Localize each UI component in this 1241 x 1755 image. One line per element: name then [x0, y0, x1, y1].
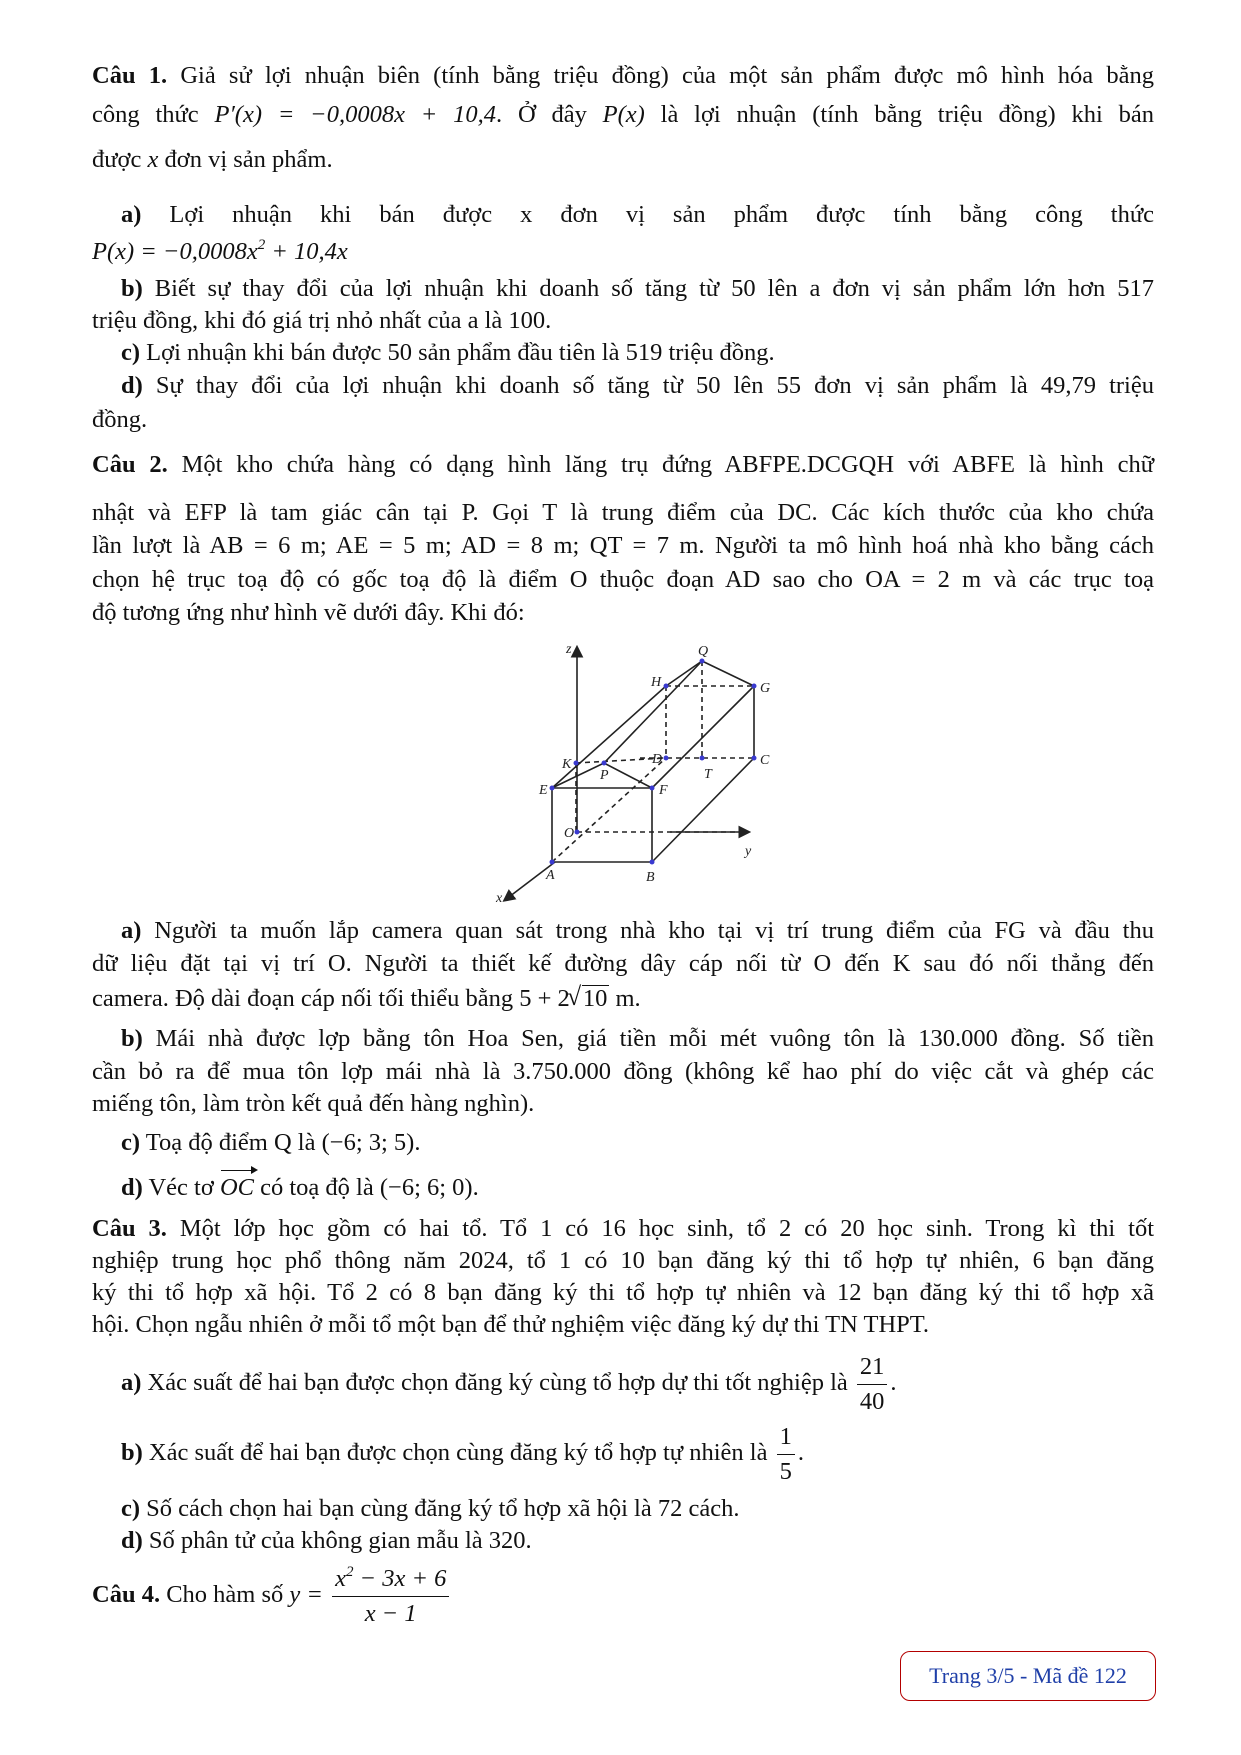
q1-option-a-formula: $P(x) = -0,0008x^2 + 10,4x$ — [92, 237, 348, 265]
label-a: A — [546, 868, 555, 883]
option-text: dữ liệu đặt tại vị trí O. Người ta thiết kế đường dây cáp nối từ O đến K sau đó nối thẳng đến — [92, 950, 1154, 977]
q2-text: nhật và EFP là tam giác cân tại P. Gọi T là trung điểm của DC. Các kích thước của kho chứa — [92, 499, 1154, 526]
option-text: có toạ độ là (−6; 6; 0). — [253, 1174, 479, 1201]
option-text: Người ta muốn lắp camera quan sát trong nhà kho tại vị trí trung điểm của FG và đầu thu — [141, 917, 1154, 944]
option-label: a) — [121, 201, 142, 228]
q2-option-b-cont2 — [92, 1088, 1154, 1120]
q1-text: được — [92, 146, 148, 173]
label-q: Q — [698, 644, 709, 659]
q1-option-c — [121, 337, 1154, 369]
option-label: c) — [121, 1129, 141, 1156]
q2-option-a-cont2 — [92, 983, 1154, 1015]
option-text: Sự thay đổi của lợi nhuận khi doanh số tăng từ 50 lên 55 đơn vị sản phẩm là 49,79 triệu — [142, 372, 1154, 399]
option-text: đồng. — [92, 406, 148, 433]
q3-option-d — [121, 1525, 1154, 1557]
q1-heading: Câu 1. — [92, 62, 168, 89]
fraction-denominator: 40 — [859, 1387, 885, 1415]
fraction-denominator: x − 1 — [364, 1599, 417, 1627]
label-y: y — [745, 844, 752, 859]
q1-var: x — [147, 146, 159, 173]
option-text: Xác suất để hai bạn được chọn cùng đăng ký tổ hợp tự nhiên là — [142, 1439, 774, 1466]
q3-line-1 — [92, 1213, 1154, 1245]
numerator-part: x — [335, 1564, 346, 1592]
vector-oc: OC — [220, 1172, 254, 1204]
q2-heading: Câu 2. — [92, 451, 168, 478]
q1-formula: P′(x) = −0,0008x + 10,4 — [214, 101, 497, 128]
q3-option-a: a) Xác suất để hai bạn được chọn đăng ký cùng tổ hợp dự thi tốt nghiệp là $\frac{21}{40}$ . — [121, 1348, 1154, 1419]
q1-text: là lợi nhuận (tính bằng triệu đồng) khi bán — [644, 101, 1154, 128]
q2-option-a-cont — [92, 948, 1154, 980]
q1-text: công thức — [92, 101, 215, 128]
q2-option-b-cont — [92, 1056, 1154, 1088]
edge-qg — [702, 661, 754, 686]
option-label: b) — [121, 275, 143, 302]
q4-text: Cho hàm số — [160, 1581, 290, 1608]
formula-part: P(x) = −0,0008x — [92, 238, 258, 265]
option-text: Xác suất để hai bạn được chọn đăng ký cùng tổ hợp dự thi tốt nghiệp là — [141, 1369, 854, 1396]
option-text: Số phân tử của không gian mẫu là 320. — [142, 1527, 532, 1554]
label-h: H — [651, 675, 662, 690]
q3-text: hội. Chọn ngẫu nhiên ở mỗi tổ một bạn để thử nghiệm việc đăng ký dự thi TN THPT. — [92, 1311, 930, 1338]
q4-line-1 — [92, 1560, 1154, 1631]
q1-line-2 — [92, 99, 1154, 131]
option-text: Biết sự thay đổi của lợi nhuận khi doanh số tăng từ 50 lên a đơn vị sản phẩm lớn hơn 517 — [142, 275, 1154, 302]
q3-option-b: b) Xác suất để hai bạn được chọn cùng đăng ký tổ hợp tự nhiên là $\frac{1}{5}$ . — [121, 1418, 1154, 1489]
label-c: C — [760, 753, 770, 768]
option-text: Véc tơ — [142, 1174, 220, 1201]
q2-line-2 — [92, 497, 1154, 529]
footer-label: Trang 3/5 - Mã đề 122 — [929, 1663, 1127, 1688]
q1-text: . Ở đây — [496, 101, 603, 128]
q2-option-d — [121, 1172, 1154, 1204]
formula-part: + 10,4x — [265, 238, 348, 265]
option-label: c) — [121, 1495, 141, 1522]
q2-line-3 — [92, 530, 1154, 562]
q1-text: Giả sử lợi nhuận biên (tính bằng triệu đồng) của một sản phẩm được mô hình hóa bằng — [167, 62, 1154, 89]
q2-line-1 — [92, 449, 1154, 481]
q3-line-2 — [92, 1245, 1154, 1277]
q2-text: độ tương ứng như hình vẽ dưới đây. Khi đó: — [92, 599, 525, 626]
label-z: z — [566, 642, 572, 657]
q3-text: ký thi tổ hợp xã hội. Tổ 2 có 8 bạn đăng ký thi tổ hợp tự nhiên và 12 bạn đăng ký thi tổ hợp xã — [92, 1279, 1154, 1306]
q4-heading: Câu 4. — [92, 1581, 161, 1608]
q2-option-b — [121, 1023, 1154, 1055]
q2-option-a — [121, 915, 1154, 947]
function-y: y = — [289, 1581, 330, 1608]
label-e: E — [539, 783, 548, 798]
q2-line-4 — [92, 564, 1154, 596]
option-text: Toạ độ điểm Q là (−6; 3; 5). — [140, 1129, 421, 1156]
q2-text: chọn hệ trục toạ độ có gốc toạ độ là điểm O thuộc đoạn AD sao cho OA = 2 m và các trục toạ — [92, 566, 1154, 593]
q3-text: Một lớp học gồm có hai tổ. Tổ 1 có 16 học sinh, tổ 2 có 20 học sinh. Trong kì thi tốt — [166, 1215, 1154, 1242]
q1-option-a — [121, 199, 1154, 231]
label-x: x — [496, 891, 503, 906]
label-o: O — [564, 826, 575, 841]
label-g: G — [760, 681, 770, 696]
numerator-part: − 3x + 6 — [353, 1564, 447, 1592]
fraction-numerator: 1 — [777, 1420, 795, 1455]
option-text: triệu đồng, khi đó giá trị nhỏ nhất của a là 100. — [92, 307, 552, 334]
q1-formula: P(x) — [602, 101, 645, 128]
q2-text: Một kho chứa hàng có dạng hình lăng trụ đứng ABFPE.DCGQH với ABFE là hình chữ — [167, 451, 1154, 478]
q1-text: đơn vị sản phẩm. — [158, 146, 333, 173]
fraction-21-40 — [857, 1350, 888, 1419]
q1-option-d — [121, 370, 1154, 402]
option-label: d) — [121, 372, 143, 399]
q1-option-b — [121, 273, 1154, 305]
option-text: Lợi nhuận khi bán được x đơn vị sản phẩm được tính bằng công thức — [141, 201, 1154, 228]
option-label: d) — [121, 1174, 143, 1201]
q3-option-c — [121, 1493, 1154, 1525]
sqrt-expression: √ 10 — [582, 985, 610, 1012]
q3-line-4 — [92, 1309, 1154, 1341]
option-text: miếng tôn, làm tròn kết quả đến hàng nghìn). — [92, 1090, 535, 1117]
option-label: a) — [121, 917, 142, 944]
function-fraction: $\frac{x^2 - 3x + 6}{x - 1}$ — [332, 1562, 449, 1631]
option-text: m. — [609, 985, 641, 1012]
option-label: b) — [121, 1025, 143, 1052]
q1-line-1 — [92, 60, 1154, 92]
q2-line-5 — [92, 597, 1154, 629]
q2-text: lần lượt là AB = 6 m; AE = 5 m; AD = 8 m; QT = 7 m. Người ta mô hình hoá nhà kho bằng cách — [92, 532, 1154, 559]
option-text: camera. Độ dài đoạn cáp nối tối thiểu bằng 5 + 2 — [92, 985, 570, 1012]
option-text: Mái nhà được lợp bằng tôn Hoa Sen, giá tiền mỗi mét vuông tôn là 130.000 đồng. Số tiền — [142, 1025, 1154, 1052]
q2-option-c — [121, 1127, 1154, 1159]
q1-option-b-cont — [92, 305, 1154, 337]
option-label: d) — [121, 1527, 143, 1554]
warehouse-prism-figure — [470, 640, 770, 910]
fraction-denominator: 5 — [779, 1457, 792, 1485]
option-text: Số cách chọn hai bạn cùng đăng ký tổ hợp xã hội là 72 cách. — [140, 1495, 740, 1522]
page-footer-badge — [900, 1651, 1156, 1701]
label-b: B — [646, 870, 655, 885]
fraction-1-5 — [777, 1420, 795, 1489]
option-label: a) — [121, 1369, 142, 1396]
option-text: cần bỏ ra để mua tôn lợp mái nhà là 3.750.000 đồng (không kể hao phí do việc cắt và ghép các — [92, 1058, 1154, 1085]
fraction-numerator: 21 — [857, 1350, 888, 1385]
option-label: c) — [121, 339, 141, 366]
q3-heading: Câu 3. — [92, 1215, 167, 1242]
q3-line-3 — [92, 1277, 1154, 1309]
label-k: K — [562, 757, 572, 772]
option-label: b) — [121, 1439, 143, 1466]
option-text: Lợi nhuận khi bán được 50 sản phẩm đầu tiên là 519 triệu đồng. — [140, 339, 775, 366]
edge-eh — [552, 686, 666, 788]
label-p: P — [600, 768, 609, 783]
label-f: F — [659, 783, 668, 798]
q1-line-3 — [92, 144, 1154, 176]
edge-hq — [666, 661, 702, 686]
label-t: T — [704, 767, 712, 782]
front-face — [552, 788, 652, 862]
q1-option-d-cont — [92, 404, 1154, 436]
label-d: D — [652, 752, 663, 767]
q3-text: nghiệp trung học phổ thông năm 2024, tổ 1 có 10 bạn đăng ký thi tổ hợp tự nhiên, 6 bạn đăng — [92, 1247, 1154, 1274]
